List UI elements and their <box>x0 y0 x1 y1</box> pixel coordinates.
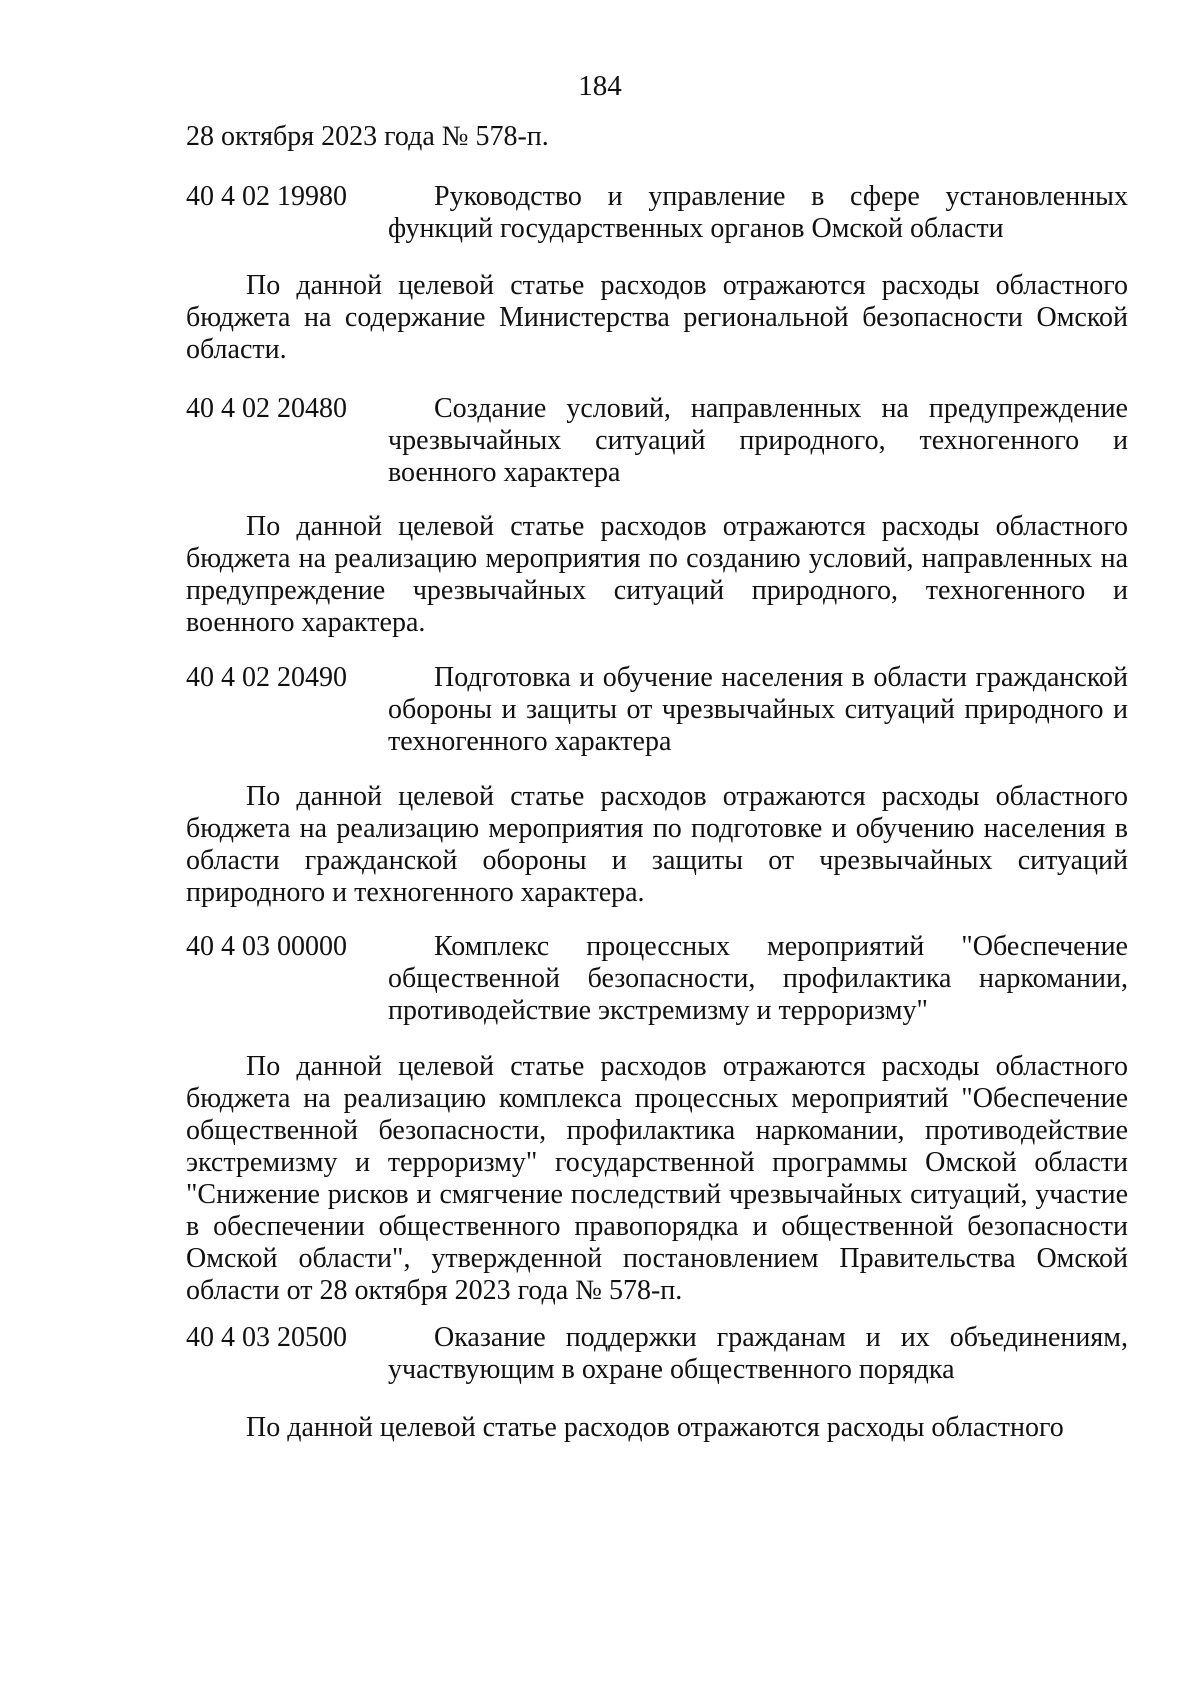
entry-description: По данной целевой статье расходов отражаются расходы областного бюджета на реализацию комплекса процессных мероприятий "Обеспечение общественной безопасности, профилактика наркомании, противодействие экстремизму и терроризму" государственной программы Омской области "Снижение рисков и смягчение последствий чрезвычайных ситуаций, участие в обеспечении общественного правопорядка и общественной безопасности Омской области", утвержденной постановлением Правительства Омской области от 28 октября 2023 года № 578-п. <box>186 1051 1128 1306</box>
entry-code: 40 4 02 20480 <box>186 393 347 424</box>
entry-title: Оказание поддержки гражданам и их объединениям, участвующим в охране общественного порядка <box>388 1322 1128 1385</box>
entry-code: 40 4 03 00000 <box>186 931 347 962</box>
entry-code: 40 4 03 20500 <box>186 1322 347 1353</box>
budget-entry-00000 <box>186 931 1128 1027</box>
budget-entry-20500 <box>186 1322 1128 1386</box>
intro-line: 28 октября 2023 года № 578-п. <box>186 121 549 152</box>
entry-code: 40 4 02 20490 <box>186 662 347 693</box>
budget-entry-20480 <box>186 393 1128 489</box>
entry-title: Создание условий, направленных на предупреждение чрезвычайных ситуаций природного, техногенного и военного характера <box>388 393 1128 488</box>
entry-description: По данной целевой статье расходов отражаются расходы областного бюджета на реализацию мероприятия по подготовке и обучению населения в области гражданской обороны и защиты от чрезвычайных ситуаций природного и техногенного характера. <box>186 781 1128 908</box>
entry-title: Комплекс процессных мероприятий "Обеспечение общественной безопасности, профилактика наркомании, противодействие экстремизму и терроризму" <box>388 931 1128 1026</box>
entry-description: По данной целевой статье расходов отражаются расходы областного бюджета на реализацию мероприятия по созданию условий, направленных на предупреждение чрезвычайных ситуаций природного, техногенного и военного характера. <box>186 511 1128 638</box>
entry-code: 40 4 02 19980 <box>186 181 347 212</box>
entry-title: Руководство и управление в сфере установленных функций государственных органов Омской области <box>388 181 1128 244</box>
entry-description: По данной целевой статье расходов отражаются расходы областного бюджета на содержание Министерства региональной безопасности Омской области. <box>186 270 1128 365</box>
budget-entry-20490 <box>186 662 1128 758</box>
budget-entry-19980 <box>186 181 1128 245</box>
page-number: 184 <box>578 70 622 102</box>
entry-description: По данной целевой статье расходов отражаются расходы областного <box>246 1412 1064 1443</box>
entry-title: Подготовка и обучение населения в области гражданской обороны и защиты от чрезвычайных ситуаций природного и техногенного характера <box>388 662 1128 757</box>
